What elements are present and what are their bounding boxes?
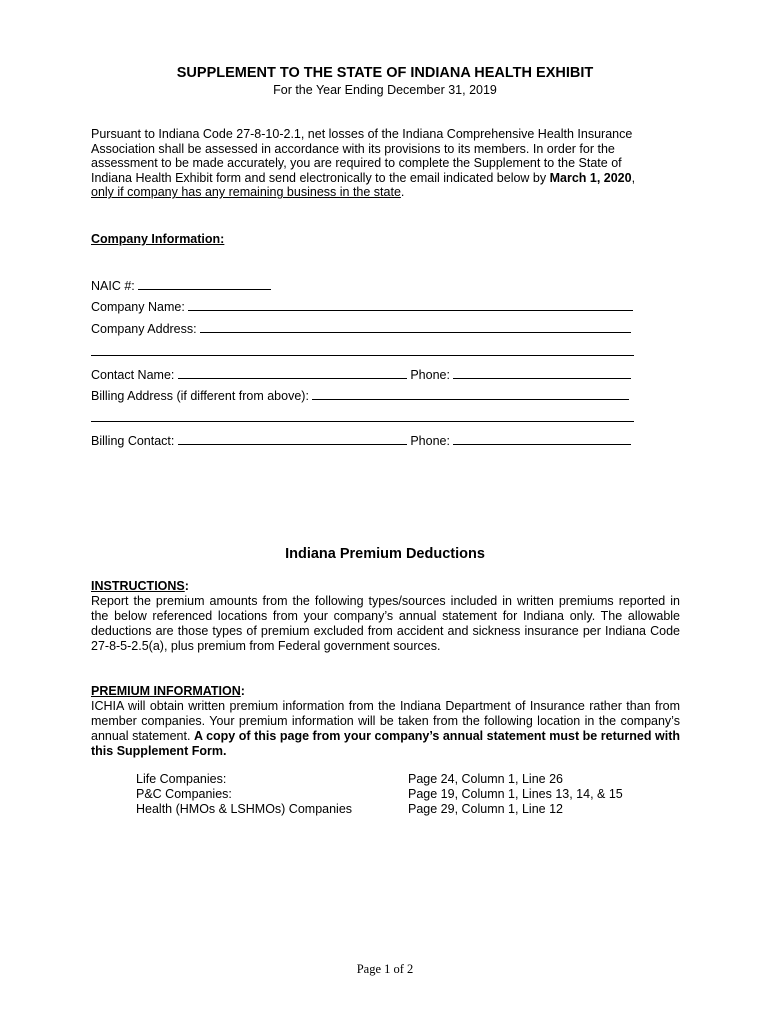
company-name-row	[91, 298, 633, 314]
contact-row	[91, 366, 631, 382]
company-type: Health (HMOs & LSHMOs) Companies	[136, 802, 353, 816]
deadline-date: March 1, 2020	[549, 170, 632, 185]
billing-contact-label: Billing Contact:	[91, 434, 175, 448]
company-information-label: Company Information:	[91, 232, 225, 246]
company-type: Life Companies:	[136, 772, 227, 786]
premium-information-text: ICHIA will obtain written premium information from the Indiana Department of Insurance rather than from member companies. Your premium information will be taken from the following location in the company’s annual statement.	[91, 699, 680, 743]
premium-information-colon: :	[240, 684, 245, 698]
intro-paragraph	[91, 127, 651, 200]
naic-input[interactable]	[138, 277, 271, 290]
billing-phone-input[interactable]	[453, 432, 631, 445]
premium-information-requirement: A copy of this page from your company’s annual statement must be returned with this Supplement Form.	[91, 729, 680, 758]
list-item	[136, 802, 623, 817]
deductions-title: Indiana Premium Deductions	[285, 546, 485, 562]
company-address-label: Company Address:	[91, 322, 197, 336]
instructions-colon: :	[184, 579, 189, 593]
intro-period: .	[400, 185, 405, 200]
instructions-text: Report the premium amounts from the following types/sources included in written premiums reported in the below referenced locations from your company’s annual statement for Indiana only. The allowable deductions are those types of premium excluded from accident and sickness insurance per Indiana Code 27-8-5-2.5(a), plus premium from Federal government sources.	[91, 594, 680, 653]
company-type: P&C Companies:	[136, 787, 232, 801]
document-title: SUPPLEMENT TO THE STATE OF INDIANA HEALTH EXHIBIT	[176, 65, 594, 81]
phone-input[interactable]	[453, 366, 631, 379]
contact-name-input[interactable]	[178, 366, 407, 379]
naic-label: NAIC #:	[91, 279, 135, 293]
premium-information-label: PREMIUM INFORMATION	[91, 684, 241, 698]
billing-address-row	[91, 387, 629, 403]
intro-condition: only if company has any remaining business in the state	[91, 185, 401, 200]
instructions-label: INSTRUCTIONS	[91, 579, 185, 593]
page-number: Page 1 of 2	[356, 962, 414, 976]
statement-location: Page 24, Column 1, Line 26	[408, 772, 563, 786]
statement-locations-table	[136, 772, 623, 817]
company-name-label: Company Name:	[91, 300, 185, 314]
naic-row	[91, 277, 271, 293]
billing-address-label: Billing Address (if different from above):	[91, 389, 309, 403]
billing-address-line-2[interactable]	[91, 421, 634, 422]
contact-name-label: Contact Name:	[91, 368, 175, 382]
list-item	[136, 772, 623, 787]
company-name-input[interactable]	[188, 298, 633, 311]
company-address-line-2[interactable]	[91, 355, 634, 356]
statement-location: Page 29, Column 1, Line 12	[408, 802, 563, 816]
instructions-block	[91, 579, 680, 654]
intro-text: Pursuant to Indiana Code 27-8-10-2.1, net losses of the Indiana Comprehensive Health Insurance Association shall be assessed in accordance with its provisions to its members. In order for the assessment to be made accurately, you are required to complete the Supplement to the State of Indiana Health Exhibit form and send electronically to the email indicated below by	[91, 127, 633, 185]
intro-comma: ,	[631, 170, 636, 185]
billing-contact-row	[91, 432, 631, 448]
premium-information-block	[91, 684, 680, 759]
billing-contact-input[interactable]	[178, 432, 407, 445]
company-address-input[interactable]	[200, 320, 631, 333]
company-address-row	[91, 320, 631, 336]
statement-location: Page 19, Column 1, Lines 13, 14, & 15	[408, 787, 623, 801]
list-item	[136, 787, 623, 802]
billing-address-input[interactable]	[312, 387, 629, 400]
phone-label: Phone:	[410, 368, 450, 382]
billing-phone-label: Phone:	[410, 434, 450, 448]
document-subtitle: For the Year Ending December 31, 2019	[273, 83, 497, 97]
